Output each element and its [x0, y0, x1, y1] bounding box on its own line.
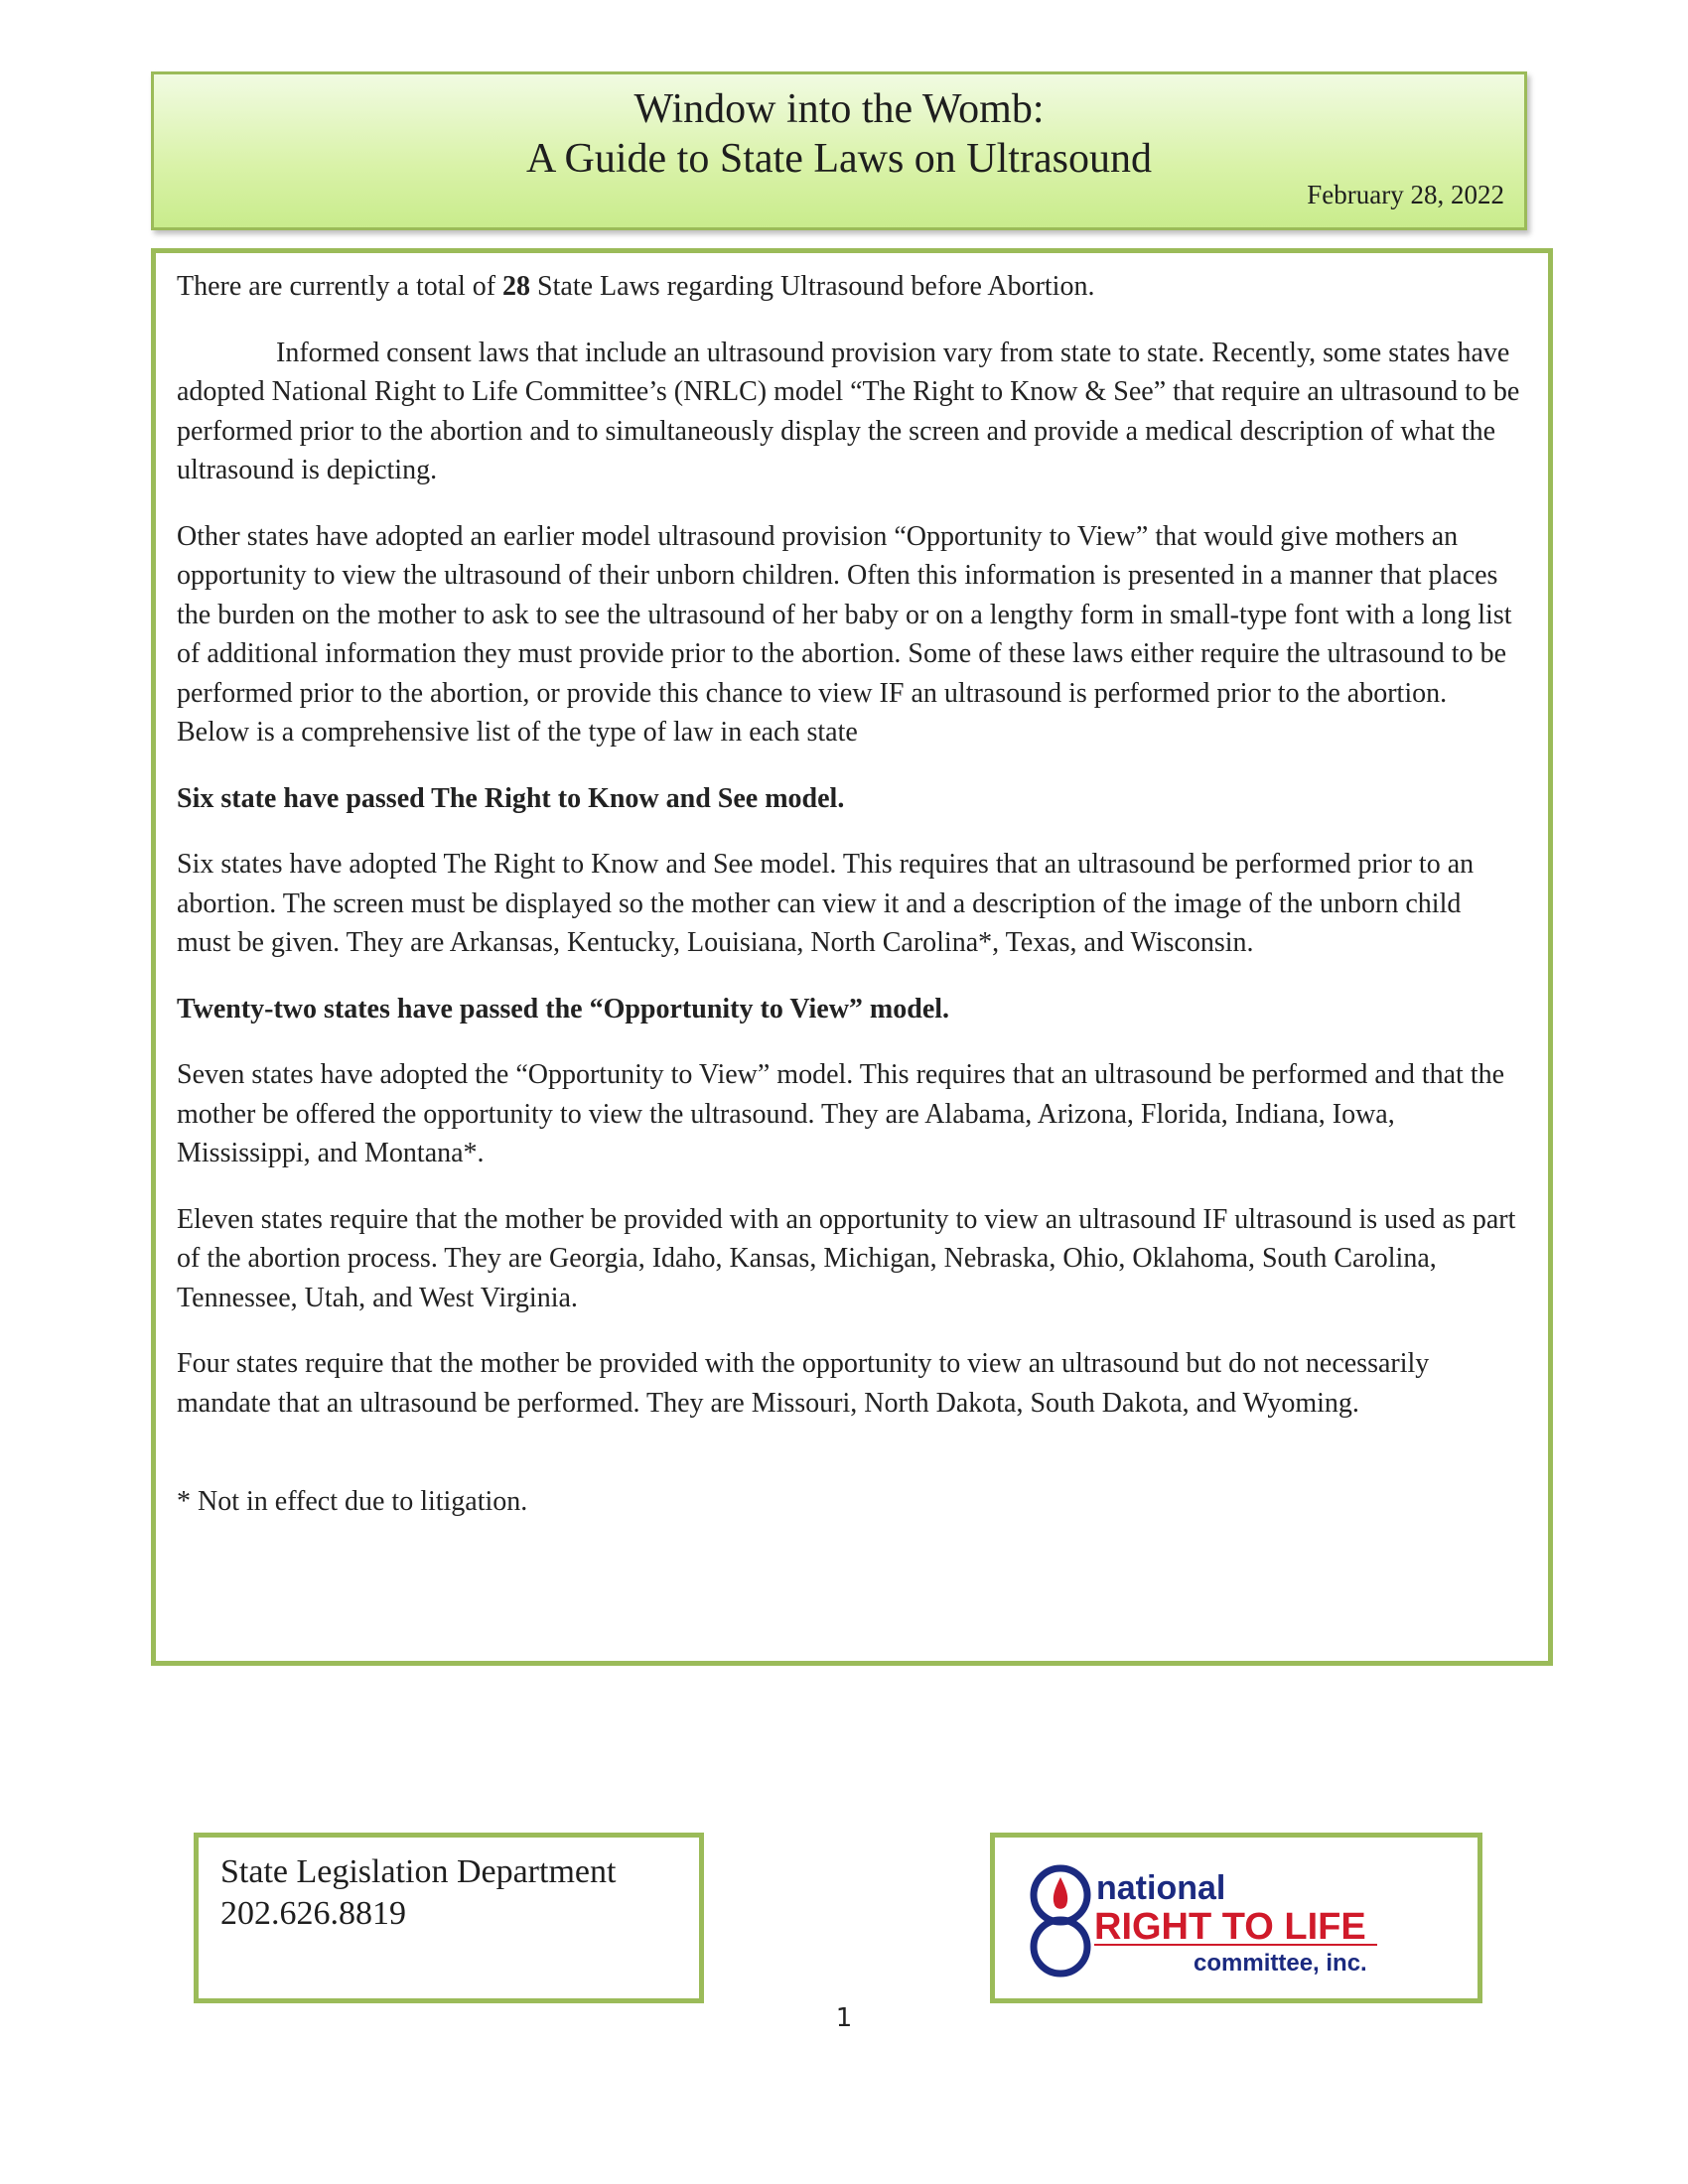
phone-number: 202.626.8819 [220, 1895, 406, 1932]
law-count: 28 [502, 271, 531, 302]
intro-paragraph [177, 267, 1520, 307]
page-number: 1 [835, 2003, 853, 2033]
logo-word-committee: committee, inc. [1194, 1950, 1367, 1977]
main-content [151, 248, 1553, 1666]
nrlc-logo-box [990, 1833, 1482, 2003]
publication-date: February 28, 2022 [1307, 180, 1504, 209]
opportunity-heading: Twenty-two states have passed the “Opportunity to View” model. [177, 993, 950, 1024]
page-title [154, 84, 1524, 184]
eleven-states-paragraph: Eleven states require that the mother be provided with an opportunity to view an ultrasound IF ultrasound is used as part of the abortion process. They are Georgia, Idaho, Kansas, Michigan, Nebraska, Ohio, Oklahoma, South Carolina, Tennessee, Utah, and West Virginia. [177, 1203, 1516, 1313]
intro-text-before: There are currently a total of [177, 271, 503, 302]
nrlc-logo [1025, 1851, 1402, 1985]
right-to-know-heading: Six state have passed The Right to Know and See model. [177, 782, 845, 814]
seven-states-paragraph: Seven states have adopted the “Opportunity to View” model. This requires that an ultrasound be performed and that the mother be offered the opportunity to view the ultrasound. They are Alabama, Arizona, Florida, Indiana, Iowa, Mississippi, and Montana*. [177, 1059, 1505, 1168]
informed-consent-paragraph: Informed consent laws that include an ultrasound provision vary from state to state. Recently, some states have adopted National Right to Life Committee’s (NRLC) model “The Right to Know & See” that require an ultrasound to be performed prior to the abortion and to simultaneously display the screen and provide a medical description of what the ultrasound is depicting. [177, 337, 1520, 485]
logo-word-right-to-life: RIGHT TO LIFE [1094, 1906, 1366, 1948]
title-line-1: Window into the Womb: [633, 86, 1045, 132]
four-states-paragraph: Four states require that the mother be provided with the opportunity to view an ultrasound but do not necessarily mandate that an ultrasound be performed. They are Missouri, North Dakota, South Dakota, and Wyoming. [177, 1348, 1430, 1419]
department-name: State Legislation Department [220, 1853, 617, 1890]
litigation-footnote: * Not in effect due to litigation. [177, 1486, 528, 1517]
title-banner [151, 71, 1527, 230]
logo-word-national: national [1096, 1869, 1226, 1907]
intro-text-after: State Laws regarding Ultrasound before Abortion. [530, 271, 1095, 302]
title-line-2: A Guide to State Laws on Ultrasound [526, 136, 1152, 182]
right-to-know-paragraph: Six states have adopted The Right to Know and See model. This requires that an ultrasound be performed prior to an abortion. The screen must be displayed so the mother can view it and a description of the image of the unborn child must be given. They are Arkansas, Kentucky, Louisiana, North Carolina*, Texas, and Wisconsin. [177, 849, 1475, 958]
opportunity-to-view-paragraph: Other states have adopted an earlier model ultrasound provision “Opportunity to View” that would give mothers an opportunity to view the ultrasound of their unborn children. Often this information is presented in a manner that places the burden on the mother to ask to see the ultrasound of her baby or on a lengthy form in small-type font with a long list of additional information they must provide prior to the abortion. Some of these laws either require the ultrasound to be performed prior to the abortion, or provide this chance to view IF an ultrasound is performed prior to the abortion. Below is a comprehensive list of the type of law in each state [177, 520, 1512, 748]
logo-emblem-icon [1034, 1868, 1087, 1974]
contact-box [194, 1833, 704, 2003]
